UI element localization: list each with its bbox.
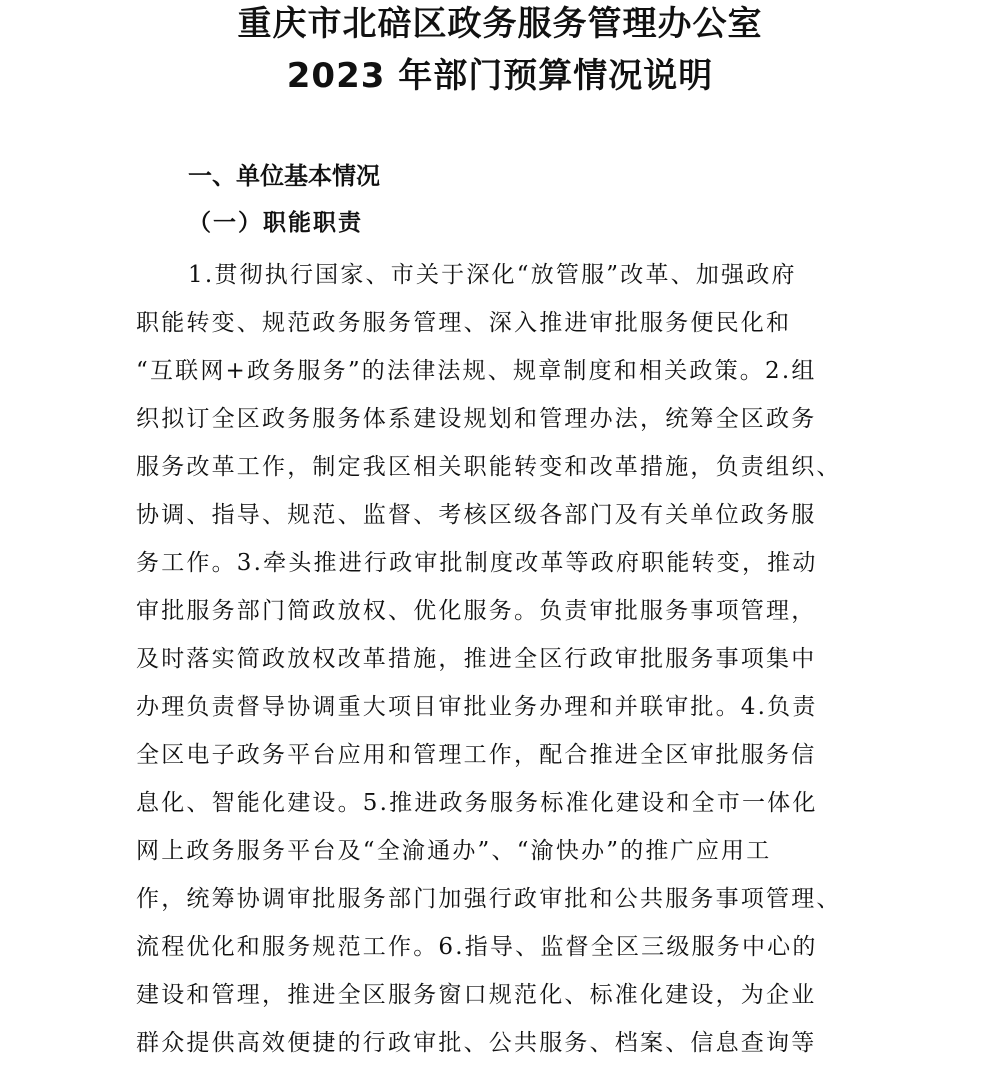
- body-line: 作，统筹协调审批服务部门加强行政审批和公共服务事项管理、: [136, 886, 842, 912]
- body-line: 务工作。3.牵头推进行政审批制度改革等政府职能转变，推动: [136, 550, 818, 576]
- body-line: 息化、智能化建设。5.推进政务服务标准化建设和全市一体化: [136, 790, 818, 816]
- body-line: 建设和管理，推进全区服务窗口规范化、标准化建设，为企业: [136, 982, 817, 1008]
- section-heading: 一、单位基本情况: [188, 162, 380, 190]
- body-line: “互联网+政务服务”的法律法规、规章制度和相关政策。2.组: [136, 358, 817, 384]
- body-paragraph: [136, 251, 916, 1067]
- body-line: 流程优化和服务规范工作。6.指导、监督全区三级服务中心的: [136, 934, 818, 960]
- body-line: 职能转变、规范政务服务管理、深入推进审批服务便民化和: [136, 310, 792, 336]
- document-title-line-2: 2023 年部门预算情况说明: [286, 56, 714, 96]
- body-line: 及时落实简政放权改革措施，推进全区行政审批服务事项集中: [136, 646, 817, 672]
- body-line: 服务改革工作，制定我区相关职能转变和改革措施，负责组织、: [136, 454, 842, 480]
- body-line: 审批服务部门简政放权、优化服务。负责审批服务事项管理，: [136, 598, 817, 624]
- body-line: 1.贯彻执行国家、市关于深化“放管服”改革、加强政府: [188, 262, 797, 288]
- body-line: 网上政务服务平台及“全渝通办”、“渝快办”的推广应用工: [136, 838, 772, 864]
- body-line: 办理负责督导协调重大项目审批业务办理和并联审批。4.负责: [136, 694, 818, 720]
- body-line: 群众提供高效便捷的行政审批、公共服务、档案、信息查询等: [136, 1030, 817, 1056]
- subsection-heading: （一）职能职责: [188, 209, 363, 236]
- document-title-line-1: 重庆市北碚区政务服务管理办公室: [237, 4, 763, 44]
- body-line: 协调、指导、规范、监督、考核区级各部门及有关单位政务服: [136, 502, 817, 528]
- body-line: 全区电子政务平台应用和管理工作，配合推进全区审批服务信: [136, 742, 817, 768]
- body-line: 织拟订全区政务服务体系建设规划和管理办法，统筹全区政务: [136, 406, 817, 432]
